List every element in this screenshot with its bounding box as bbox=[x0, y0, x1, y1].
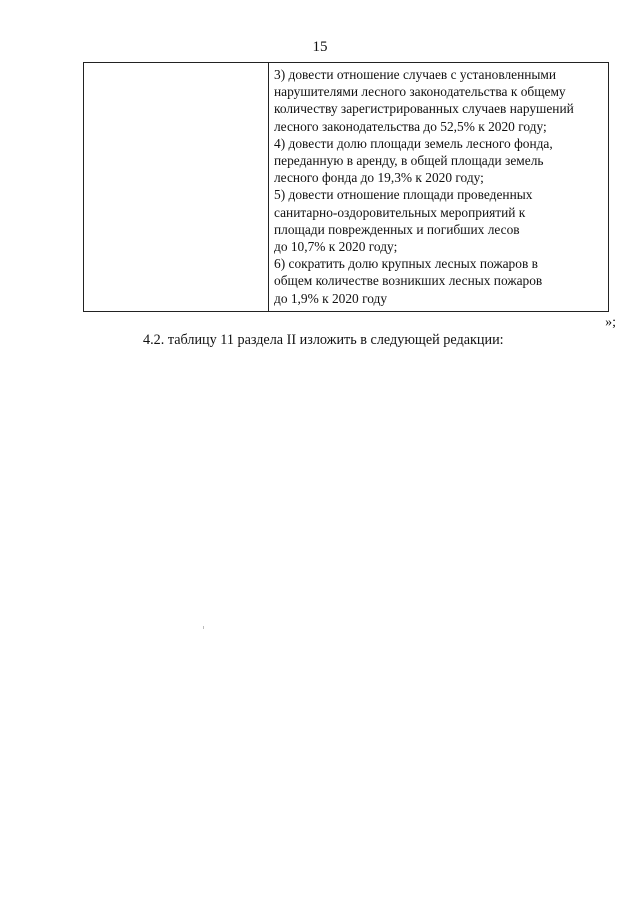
table-text-line: количеству зарегистрированных случаев нарушений bbox=[274, 101, 574, 117]
table-text-line: 6) сократить долю крупных лесных пожаров в bbox=[274, 256, 538, 272]
table-text-line: до 10,7% к 2020 году; bbox=[274, 239, 398, 255]
table-text-line: площади поврежденных и погибших лесов bbox=[274, 221, 520, 237]
table-text-line: санитарно-оздоровительных мероприятий к bbox=[274, 204, 526, 220]
table-text-line: 5) довести отношение площади проведенных bbox=[274, 187, 533, 203]
table-text-line: лесного законодательства до 52,5% к 2020 году; bbox=[274, 118, 547, 134]
closing-quote: »; bbox=[605, 315, 616, 330]
table-text-line: до 1,9% к 2020 году bbox=[274, 290, 388, 306]
table-text-line: 3) довести отношение случаев с установленными bbox=[274, 67, 557, 82]
page-number: 15 bbox=[312, 39, 328, 55]
scan-speck bbox=[203, 626, 204, 629]
table-text-line: общем количестве возникших лесных пожаров bbox=[274, 273, 543, 289]
table-text-line: нарушителями лесного законодательства к общему bbox=[274, 84, 566, 100]
table-text-line: переданную в аренду, в общей площади земель bbox=[274, 153, 544, 169]
amendment-paragraph: 4.2. таблицу 11 раздела II изложить в следующей редакции: bbox=[143, 332, 504, 348]
goals-table bbox=[83, 62, 609, 312]
table-cell-left bbox=[84, 63, 269, 312]
table-text-line: лесного фонда до 19,3% к 2020 году; bbox=[274, 170, 484, 186]
table-cell-right bbox=[269, 63, 609, 312]
table-text-line: 4) довести долю площади земель лесного фонда, bbox=[274, 135, 553, 151]
table-row bbox=[84, 63, 609, 312]
